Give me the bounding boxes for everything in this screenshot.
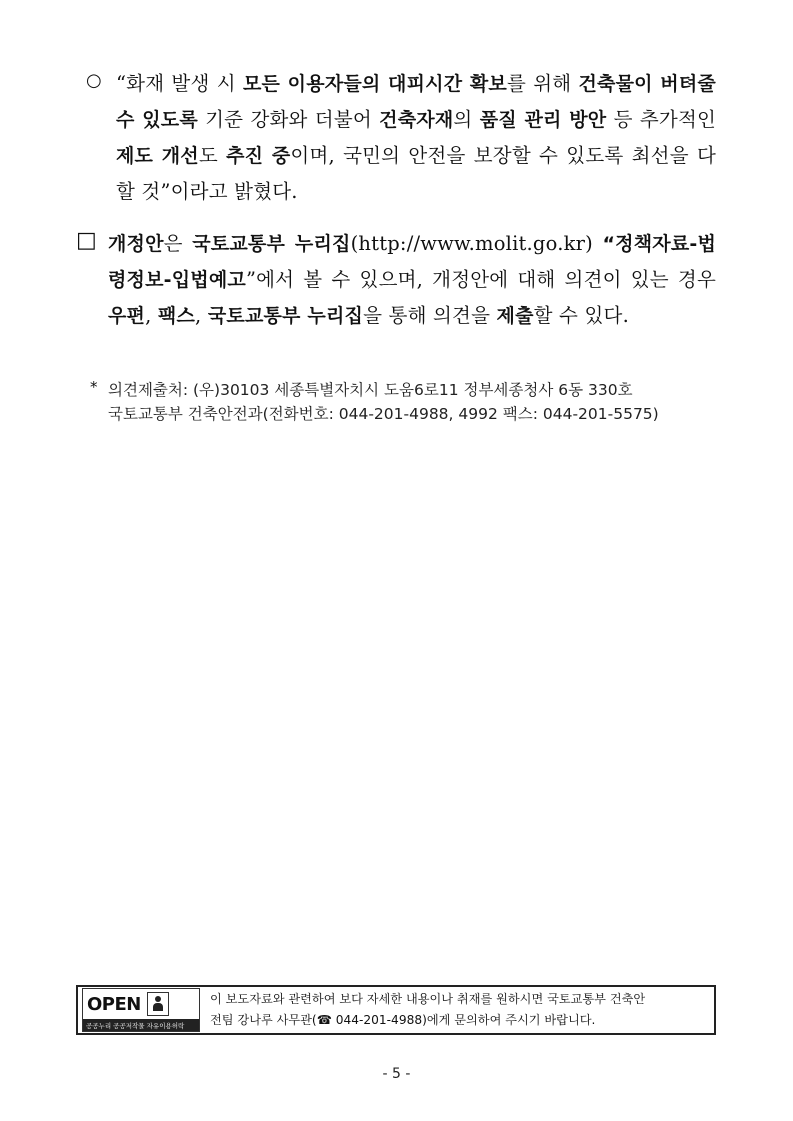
submission-note: [108, 378, 728, 426]
text-segment: 등 추가적인: [606, 108, 717, 131]
open-license-logo: [82, 988, 200, 1032]
page-number: - 5 -: [382, 1066, 411, 1082]
note-address: 의견제출처: (우)30103 세종특별자치시 도움6로11 정부세종청사 6동 330호: [108, 381, 633, 399]
bold-text-segment: 제도 개선: [116, 145, 199, 167]
circle-bullet: ○: [86, 70, 102, 91]
text-segment: ,: [145, 304, 158, 327]
bold-text-segment: 팩스: [157, 305, 196, 327]
text-segment: 를 위해: [506, 72, 579, 95]
paragraph-amendment-notice: [108, 226, 716, 334]
text-segment: “화재 발생 시: [116, 72, 243, 95]
text-segment: 도: [198, 144, 227, 167]
text-segment: ”에서 볼 수 있으며, 개정안에 대해 의견이 있는 경우: [245, 268, 716, 291]
bold-text-segment: 국토교통부 누리집: [192, 233, 351, 255]
text-segment: (http://www.molit.go.kr): [350, 232, 603, 255]
footer-contact-text: [210, 989, 645, 1031]
text-segment: 이며, 국민의 안전을 보장할 수 있도록 최선을 다 할 것”이라고 밝혔다.: [116, 144, 716, 203]
bold-text-segment: 모든 이용자들의 대피시간 확보: [242, 73, 507, 95]
text-segment: ,: [195, 304, 208, 327]
bold-text-segment: “정책자료-법령정보-입법예고: [108, 233, 717, 291]
note-contact: 국토교통부 건축안전과(전화번호: 044-201-4988, 4992 팩스: 044-201-5575): [108, 405, 659, 423]
open-logo-text: OPEN: [87, 993, 141, 1015]
bold-text-segment: 국토교통부 누리집: [207, 305, 364, 327]
bold-text-segment: 우편: [108, 305, 146, 327]
bold-text-segment: 건축물이 버텨줄 수 있도록: [116, 73, 716, 131]
bold-text-segment: 제출: [496, 305, 534, 327]
contact-footer-box: [76, 985, 716, 1035]
footer-line-2: 전팀 강나루 사무관(☎ 044-201-4988)에게 문의하여 주시기 바랍니다.: [210, 1013, 596, 1027]
text-segment: 기준 강화와 더불어: [197, 108, 380, 131]
bold-text-segment: 개정안: [108, 233, 164, 255]
logo-caption: 공공누리 공공저작물 자유이용허락: [83, 1019, 199, 1031]
person-icon: [147, 992, 169, 1016]
square-bullet: □: [76, 228, 97, 253]
bold-text-segment: 품질 관리 방안: [479, 109, 607, 131]
text-segment: 을 통해 의견을: [363, 304, 497, 327]
paragraph-minister-quote: [116, 66, 716, 210]
bold-text-segment: 건축자재: [379, 109, 454, 131]
text-segment: 은: [163, 232, 193, 255]
note-marker: *: [90, 378, 98, 396]
text-segment: 할 수 있다.: [533, 304, 629, 327]
text-segment: 의: [453, 108, 480, 131]
footer-line-1: 이 보도자료와 관련하여 보다 자세한 내용이나 취재를 원하시면 국토교통부 건축안: [210, 992, 646, 1006]
bold-text-segment: 추진 중: [226, 145, 291, 167]
